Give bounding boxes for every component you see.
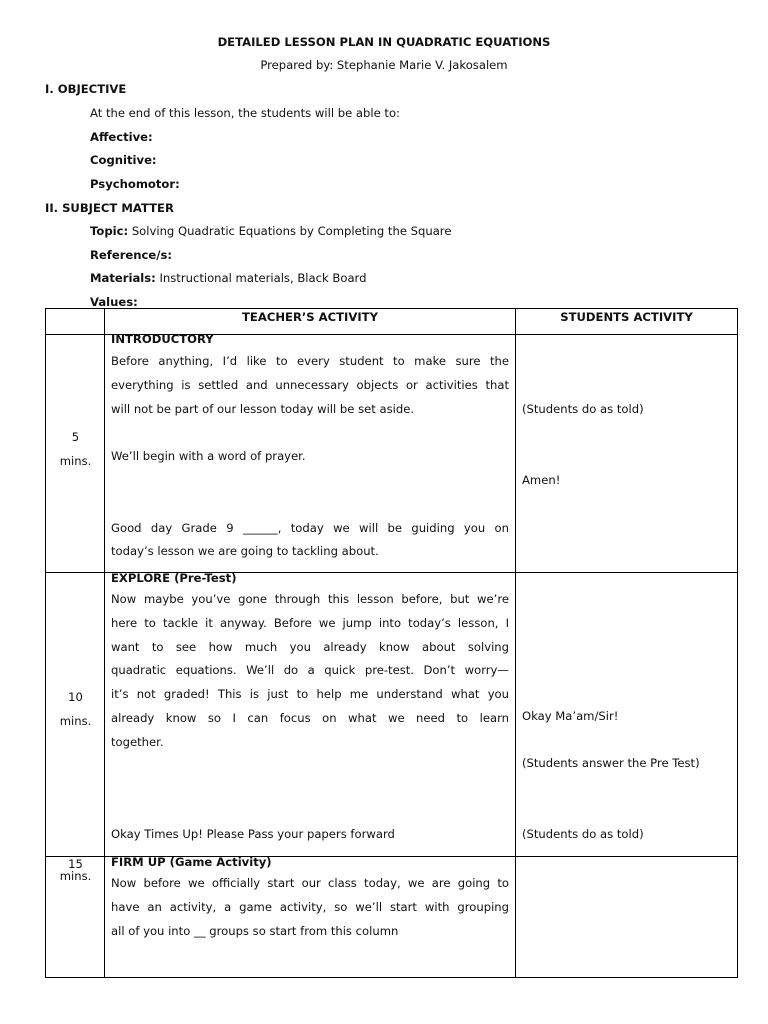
cognitive-label: Cognitive: xyxy=(90,153,157,167)
students-activity-cell xyxy=(516,573,738,857)
student-response: Amen! xyxy=(522,473,561,487)
student-response: (Students do as told) xyxy=(522,402,644,416)
time-number: 15 xyxy=(68,857,83,871)
materials-label: Materials: xyxy=(90,271,156,285)
prepared-by: Prepared by: Stephanie Marie V. Jakosalem xyxy=(260,58,508,72)
time-column-header xyxy=(46,309,105,335)
references-label: Reference/s: xyxy=(90,248,173,262)
objective-heading: I. OBJECTIVE xyxy=(45,82,127,96)
teacher-line: want to see how much you already know about solving xyxy=(111,639,509,654)
teacher-line: will not be part of our lesson today will be set aside. xyxy=(111,401,415,416)
time-cell xyxy=(46,857,105,978)
table-header-row xyxy=(46,309,738,335)
teacher-line: already know so I can focus on what we need to learn xyxy=(111,710,509,725)
teacher-line: We’ll begin with a word of prayer. xyxy=(111,449,306,464)
time-cell xyxy=(46,573,105,857)
time-unit: mins. xyxy=(59,869,92,883)
teacher-line: here to tackle it anyway. Before we jump into today’s lesson, I xyxy=(111,615,509,630)
table-row xyxy=(46,335,738,573)
topic-label: Topic: xyxy=(90,224,129,238)
teacher-line: Okay Times Up! Please Pass your papers forward xyxy=(111,827,395,841)
teacher-line: today’s lesson we are going to tackling about. xyxy=(111,544,379,559)
materials-value: Instructional materials, Black Board xyxy=(159,271,367,285)
document-title: DETAILED LESSON PLAN IN QUADRATIC EQUATIONS xyxy=(217,35,551,49)
teacher-activity-cell xyxy=(105,332,516,573)
time-unit: mins. xyxy=(59,714,92,728)
teacher-line: everything is settled and unnecessary objects or activities that xyxy=(111,377,509,392)
teacher-activity-cell xyxy=(105,573,516,857)
table-row xyxy=(46,573,738,857)
student-response: (Students do as told) xyxy=(522,827,644,841)
materials-line xyxy=(90,271,366,285)
student-response: (Students answer the Pre Test) xyxy=(522,756,700,770)
teacher-line: Now before we officially start our class today, we are going to xyxy=(111,876,509,890)
teacher-line: all of you into __ groups so start from this column xyxy=(111,923,399,938)
time-number: 5 xyxy=(71,430,80,444)
values-label: Values: xyxy=(90,295,138,309)
affective-label: Affective: xyxy=(90,130,153,144)
teacher-activity-cell xyxy=(105,857,516,978)
psychomotor-label: Psychomotor: xyxy=(90,177,180,191)
lesson-table xyxy=(45,308,738,978)
teacher-line: it’s not graded! This is just to help me understand what you xyxy=(111,687,509,702)
topic-value: Solving Quadratic Equations by Completing the Square xyxy=(131,224,452,238)
teacher-activity-header: TEACHER’S ACTIVITY xyxy=(105,309,516,335)
teacher-line: together. xyxy=(111,734,164,749)
time-unit: mins. xyxy=(59,454,92,468)
time-number: 10 xyxy=(68,690,83,704)
students-activity-cell xyxy=(516,335,738,573)
teacher-line: Good day Grade 9 ______, today we will be guiding you on xyxy=(111,520,509,535)
students-activity-header: STUDENTS ACTIVITY xyxy=(516,309,738,335)
table-row xyxy=(46,857,738,978)
teacher-line: Before anything, I’d like to every student to make sure the xyxy=(111,354,509,368)
topic-line xyxy=(90,224,451,238)
section-heading: EXPLORE (Pre-Test) xyxy=(111,571,237,585)
student-response: Okay Ma’am/Sir! xyxy=(522,709,619,723)
students-activity-cell xyxy=(516,857,738,978)
teacher-line: quadratic equations. We’ll do a quick pre-test. Don’t worry— xyxy=(111,663,509,678)
section-heading: FIRM UP (Game Activity) xyxy=(111,855,272,869)
subject-matter-heading: II. SUBJECT MATTER xyxy=(45,201,174,215)
teacher-line: Now maybe you’ve gone through this lesson before, but we’re xyxy=(111,592,509,606)
objective-intro: At the end of this lesson, the students will be able to: xyxy=(90,106,400,120)
section-heading: INTRODUCTORY xyxy=(111,332,214,346)
teacher-line: have an activity, a game activity, so we’ll start with grouping xyxy=(111,899,509,914)
time-cell xyxy=(46,335,105,573)
